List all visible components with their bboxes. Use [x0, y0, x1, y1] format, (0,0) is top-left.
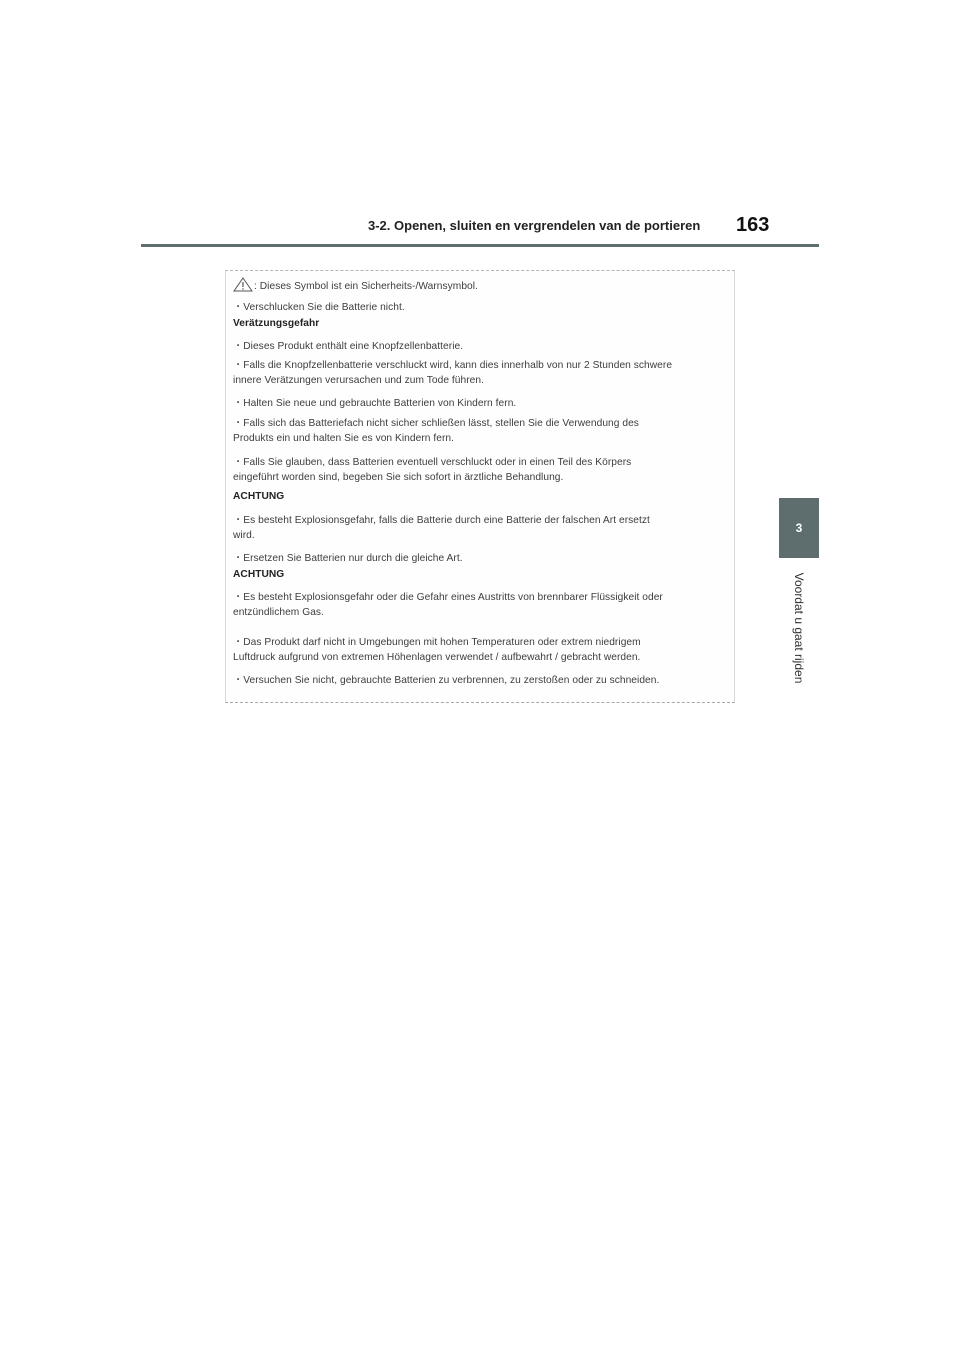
achtung-heading: ACHTUNG — [233, 569, 285, 580]
warning-box-line: entzündlichem Gas. — [233, 607, 324, 618]
warning-box-line: ・Falls die Knopfzellenbatterie verschluckt wird, kann dies innerhalb von nur 2 Stunden schwere — [233, 360, 673, 371]
warning-box-line: eingeführt worden sind, begeben Sie sich sofort in ärztliche Behandlung. — [233, 472, 564, 483]
warning-box-line: ・Das Produkt darf nicht in Umgebungen mit hohen Temperaturen oder extrem niedrigem — [233, 637, 641, 648]
warning-box-line: wird. — [233, 530, 255, 541]
achtung-heading: ACHTUNG — [233, 491, 285, 502]
warning-symbol-line — [233, 277, 478, 295]
warning-box-line: : Dieses Symbol ist ein Sicherheits-/Warnsymbol. — [254, 281, 478, 292]
warning-box-line: innere Verätzungen verursachen und zum Tode führen. — [233, 375, 484, 386]
warning-box-line: Produkts ein und halten Sie es von Kindern fern. — [233, 433, 455, 444]
warning-box-line: ・Ersetzen Sie Batterien nur durch die gleiche Art. — [233, 553, 463, 564]
warning-box-line: ・Halten Sie neue und gebrauchte Batterien von Kindern fern. — [233, 398, 517, 409]
warning-box-line: ・Falls Sie glauben, dass Batterien eventuell verschluckt oder in einen Teil des Körpers — [233, 457, 632, 468]
page-number: 163 — [736, 214, 770, 236]
warning-box-line: ・Dieses Produkt enthält eine Knopfzellenbatterie. — [233, 341, 464, 352]
chapter-tab: 3 — [779, 498, 819, 558]
warning-heading: Verätzungsgefahr — [233, 318, 320, 329]
warning-box-line: ・Es besteht Explosionsgefahr oder die Gefahr eines Austritts von brennbarer Flüssigkeit oder — [233, 592, 663, 603]
warning-box-line: Luftdruck aufgrund von extremen Höhenlagen verwendet / aufbewahrt / gebracht werden. — [233, 652, 641, 663]
chapter-side-label: Voordat u gaat rijden — [792, 572, 806, 684]
header-divider — [141, 244, 819, 247]
warning-box-line: ・Falls sich das Batteriefach nicht sicher schließen lässt, stellen Sie die Verwendung des — [233, 418, 639, 429]
section-title: 3-2. Openen, sluiten en vergrendelen van de portieren — [368, 218, 701, 233]
warning-box-line: ・Versuchen Sie nicht, gebrauchte Batterien zu verbrennen, zu zerstoßen oder zu schneiden. — [233, 675, 660, 686]
warning-box-line: ・Es besteht Explosionsgefahr, falls die Batterie durch eine Batterie der falschen Art ersetzt — [233, 515, 650, 526]
warning-box-line: ・Verschlucken Sie die Batterie nicht. — [233, 302, 405, 313]
warning-triangle-icon — [233, 277, 253, 295]
